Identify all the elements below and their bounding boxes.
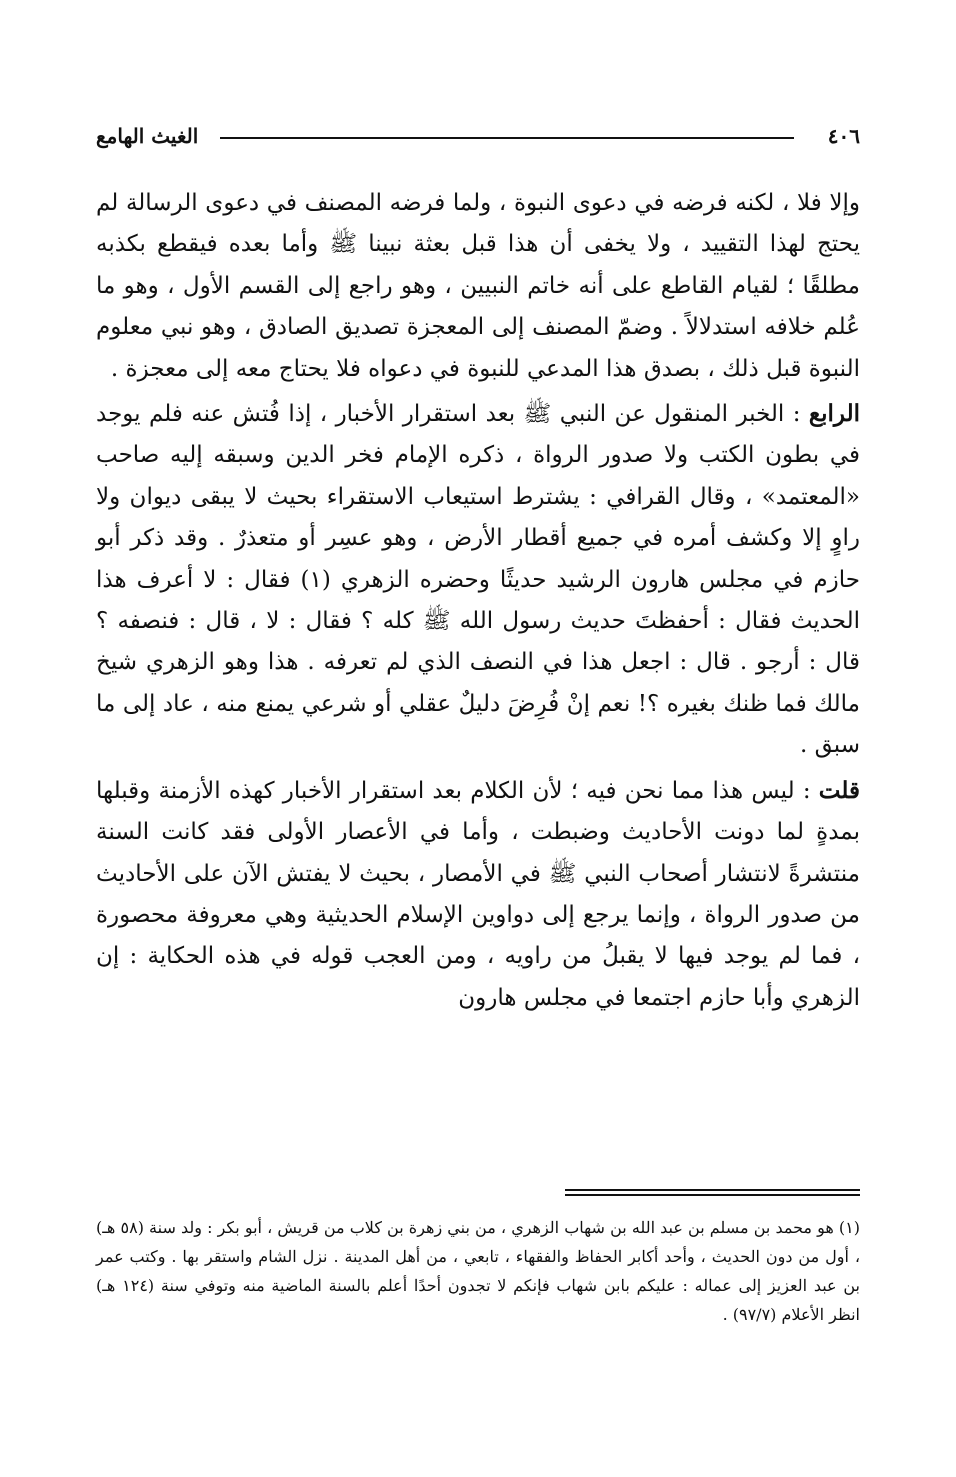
- footnote: (١) هو محمد بن مسلم بن عبد الله بن شهاب الزهري ، من بني زهرة بن كلاب من قريش ، أبو بكر : ولد سنة (٥٨ هـ) ، أول من دون الحديث ، وأحد أكابر الحفاظ والفقهاء ، تابعي ، من أهل المدينة . نزل الشام واستقر بها . وكتب عمر بن عبد العزيز إلى عماله : عليكم بابن شهاب فإنكم لا تجدون أحدًا أعلم بالسنة الماضية منه وتوفي سنة (١٢٤ هـ) انظر الأعلام (٩٧/٧) .: [96, 1218, 861, 1324]
- paragraph-text: : الخبر المنقول عن النبي ﷺ بعد استقرار الأخبار ، إذا فُتش عنه فلم يوجد في بطون الكتب ولا صدور الرواة ، ذكره الإمام فخر الدين وسبقه إليه صاحب «المعتمد» ، وقال القرافي : يشترط استيعاب الاستقراء بحيث لا يبقى ديوان ولا راوٍ إلا وكشف أمره في جميع أقطار الأرض ، وهو عسِر أو متعذرٌ . وقد ذكر أبو حازم في مجلس هارون الرشيد حديثًا وحضره الزهري (١) فقال : لا أعرف هذا الحديث فقال : أحفظتَ حديث رسول الله ﷺ كله ؟ فقال : لا ، قال : فنصفه ؟ قال : أرجو . قال : اجعل هذا في النصف الذي لم تعرفه . هذا وهو الزهري شيخ مالك فما ظنك بغيره ؟! نعم إنْ فُرِضَ دليلٌ عقلي أو شرعي يمنع منه ، عاد إلى ما سبق .: [96, 401, 860, 759]
- paragraph-text: : ليس هذا مما نحن فيه ؛ لأن الكلام بعد استقرار الأخبار كهذه الأزمنة وقبلها بمدةٍ لما دونت الأحاديث وضبطت ، وأما في الأعصار الأولى فقد كانت السنة منتشرةً لانتشار أصحاب النبي ﷺ في الأمصار ، بحيث لا يفتش الآن على الأحاديث من صدور الرواة ، وإنما يرجع إلى دواوين الإسلام الحديثية وهي معروفة محصورة ، فما لم يوجد فيها لا يقبلُ من راويه ، ومن العجب قوله في هذه الحكاية : إن الزهري وأبا حازم اجتمعا في مجلس هارون: [96, 777, 860, 1011]
- paragraph: [96, 393, 860, 767]
- page-number: ٤٠٦: [827, 124, 860, 148]
- paragraph: [96, 770, 860, 1019]
- footnote-separator: [565, 1189, 860, 1196]
- running-header: [96, 118, 860, 158]
- paragraph-lead: الرابع: [808, 400, 860, 428]
- running-title: الغيث الهامع: [96, 124, 199, 148]
- paragraph-lead: قلت: [818, 776, 860, 804]
- main-text: [96, 183, 860, 1022]
- header-rule: [220, 137, 794, 139]
- paragraph: وإلا فلا ، لكنه فرضه في دعوى النبوة ، ولما فرضه المصنف في دعوى الرسالة لم يحتج لهذا التقييد ، ولا يخفى أن هذا قبل بعثة نبينا ﷺ وأما بعده فيقطع بكذبه مطلقًا ؛ لقيام القاطع على أنه خاتم النبيين ، وهو راجع إلى القسم الأول ، وهو ما عُلم خلافه استدلالاً . وضمّ المصنف إلى المعجزة تصديق الصادق ، وهو نبي معلوم النبوة قبل ذلك ، بصدق هذا المدعي للنبوة في دعواه فلا يحتاج معه إلى معجزة .: [96, 190, 860, 382]
